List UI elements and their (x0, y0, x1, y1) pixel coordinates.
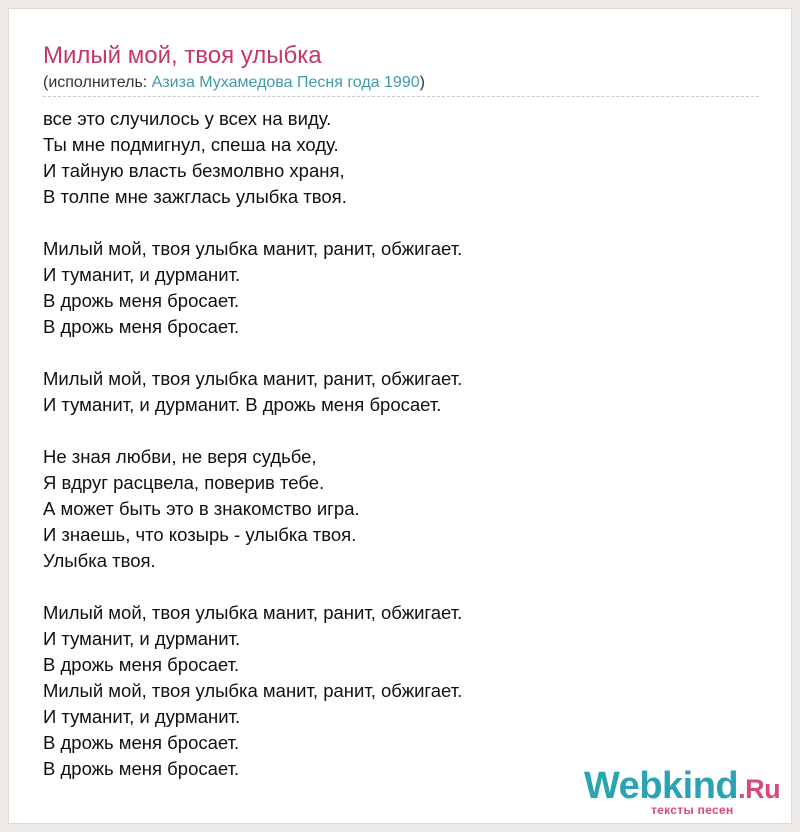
subtitle-suffix: ) (419, 74, 425, 91)
song-subtitle (43, 73, 425, 93)
lyrics-stanza (43, 444, 743, 574)
lyrics-line: И туманит, и дурманит. В дрожь меня бросает. (43, 394, 442, 415)
lyrics-line: И туманит, и дурманит. (43, 264, 241, 285)
lyrics-line: В дрожь меня бросает. (43, 654, 240, 675)
divider (43, 96, 759, 97)
lyrics-line: Улыбка твоя. (43, 550, 156, 571)
lyrics-line: И туманит, и дурманит. (43, 628, 241, 649)
logo-tagline: тексты песен (651, 803, 734, 817)
lyrics-line: И туманит, и дурманит. (43, 706, 241, 727)
lyrics-line: И знаешь, что козырь - улыбка твоя. (43, 524, 357, 545)
lyrics-line: Милый мой, твоя улыбка манит, ранит, обжигает. (43, 368, 463, 389)
lyrics-line: И тайную власть безмолвно храня, (43, 160, 345, 181)
page-card (8, 8, 792, 824)
logo-main-text: Webkind (584, 765, 739, 807)
lyrics-line: А может быть это в знакомство игра. (43, 498, 360, 519)
artist-link[interactable]: Азиза Мухамедова Песня года 1990 (151, 74, 420, 91)
logo-suffix: .Ru (738, 774, 781, 804)
subtitle-prefix: (исполнитель: (43, 74, 152, 91)
lyrics-stanza (43, 600, 743, 782)
lyrics-line: В дрожь меня бросает. (43, 290, 240, 311)
lyrics-line: Милый мой, твоя улыбка манит, ранит, обжигает. (43, 680, 463, 701)
lyrics-line: Милый мой, твоя улыбка манит, ранит, обжигает. (43, 602, 463, 623)
lyrics-line: В дрожь меня бросает. (43, 732, 240, 753)
lyrics-line: Я вдруг расцвела, поверив тебе. (43, 472, 325, 493)
lyrics-stanza (43, 106, 743, 210)
lyrics-line: Не зная любви, не веря судьбе, (43, 446, 317, 467)
site-logo[interactable] (584, 764, 784, 820)
lyrics-line: В толпе мне зажглась улыбка твоя. (43, 186, 347, 207)
lyrics-line: Ты мне подмигнул, спеша на ходу. (43, 134, 339, 155)
lyrics-body (43, 106, 743, 808)
lyrics-stanza (43, 236, 743, 340)
lyrics-line: все это случилось у всех на виду. (43, 108, 332, 129)
lyrics-line: В дрожь меня бросает. (43, 316, 240, 337)
lyrics-line: Милый мой, твоя улыбка манит, ранит, обжигает. (43, 238, 463, 259)
song-title: Милый мой, твоя улыбка (43, 42, 322, 69)
lyrics-stanza (43, 366, 743, 418)
lyrics-line: В дрожь меня бросает. (43, 758, 240, 779)
